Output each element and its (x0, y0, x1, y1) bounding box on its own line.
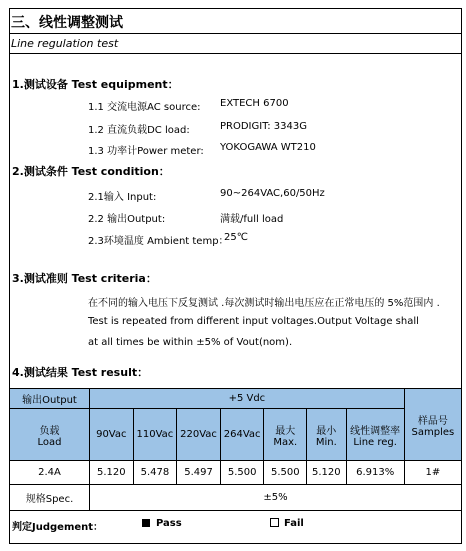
sample-value: 1# (404, 461, 461, 485)
condition-label: 2.1输入 Input: (88, 192, 157, 203)
condition-value: 90~264VAC,60/50Hz (220, 188, 325, 199)
samples-label-cn: 样品号 (417, 415, 448, 427)
voltage-header: 90Vac (89, 409, 133, 461)
fail-label: Fail (284, 518, 304, 529)
spec-value: ±5% (89, 485, 461, 511)
equipment-value: PRODIGIT: 3343G (220, 121, 307, 132)
samples-header (404, 389, 461, 461)
condition-value: 满载/full load (220, 214, 284, 225)
voltage-value: 5.120 (89, 461, 133, 485)
load-label-cn: 负载 (39, 425, 60, 437)
criteria-line: 在不同的输入电压下反复测试 .每次测试时输出电压应在正常电压的 5%范围内 . (88, 298, 440, 309)
condition-label: 2.3环境温度 Ambient temp： (88, 236, 229, 247)
equipment-label: 1.3 功率计Power meter: (88, 146, 204, 157)
condition-value: 25℃ (224, 232, 248, 243)
section-result-heading: 4.测试结果 Test result： (12, 366, 149, 379)
equipment-label: 1.1 交流电源AC source: (88, 102, 201, 113)
result-table (9, 388, 462, 511)
load-value: 2.4A (10, 461, 90, 485)
max-value: 5.500 (264, 461, 307, 485)
linereg-label-cn: 线性调整率 (350, 425, 401, 437)
linereg-header (346, 409, 404, 461)
equipment-value: EXTECH 6700 (220, 98, 289, 109)
output-label-cell: 输出Output (10, 389, 90, 409)
section-criteria-heading: 3.测试准则 Test criteria： (12, 272, 157, 285)
min-header (307, 409, 346, 461)
divider (9, 33, 462, 34)
judgement-label: 判定Judgement： (12, 522, 104, 533)
min-label-en: Min. (315, 436, 337, 448)
linereg-label-en: Line reg. (353, 436, 397, 448)
equipment-value: YOKOGAWA WT210 (220, 142, 316, 153)
min-value: 5.120 (307, 461, 346, 485)
min-label-cn: 最小 (316, 425, 337, 437)
voltage-value: 5.500 (220, 461, 264, 485)
voltage-header: 264Vac (220, 409, 264, 461)
section-condition-heading: 2.测试条件 Test condition： (12, 165, 170, 178)
samples-label-en: Samples (411, 426, 455, 438)
linereg-value: 6.913% (346, 461, 404, 485)
voltage-header: 220Vac (177, 409, 221, 461)
criteria-line: Test is repeated from different input voltages.Output Voltage shall (88, 316, 419, 327)
pass-label: Pass (156, 518, 182, 529)
criteria-line: at all times be within ±5% of Vout(nom). (88, 337, 293, 348)
voltage-value: 5.478 (133, 461, 177, 485)
unchecked-box-icon (270, 518, 279, 527)
section-equipment-heading: 1.测试设备 Test equipment： (12, 78, 179, 91)
voltage-value: 5.497 (177, 461, 221, 485)
checked-box-icon (142, 519, 150, 527)
judgement-pass-option (142, 518, 182, 529)
equipment-label: 1.2 直流负载DC load: (88, 125, 190, 136)
load-label-en: Load (37, 436, 62, 448)
load-header (10, 409, 90, 461)
max-header (264, 409, 307, 461)
condition-label: 2.2 输出Output: (88, 214, 166, 225)
max-label-cn: 最大 (275, 425, 296, 437)
spec-label: 规格Spec. (10, 485, 90, 511)
max-label-en: Max. (273, 436, 298, 448)
page-title: 三、线性调整测试 (11, 15, 123, 31)
page-subtitle: Line regulation test (11, 37, 119, 50)
output-value-cell: +5 Vdc (89, 389, 404, 409)
divider (9, 53, 462, 54)
voltage-header: 110Vac (133, 409, 177, 461)
judgement-fail-option (270, 518, 304, 529)
